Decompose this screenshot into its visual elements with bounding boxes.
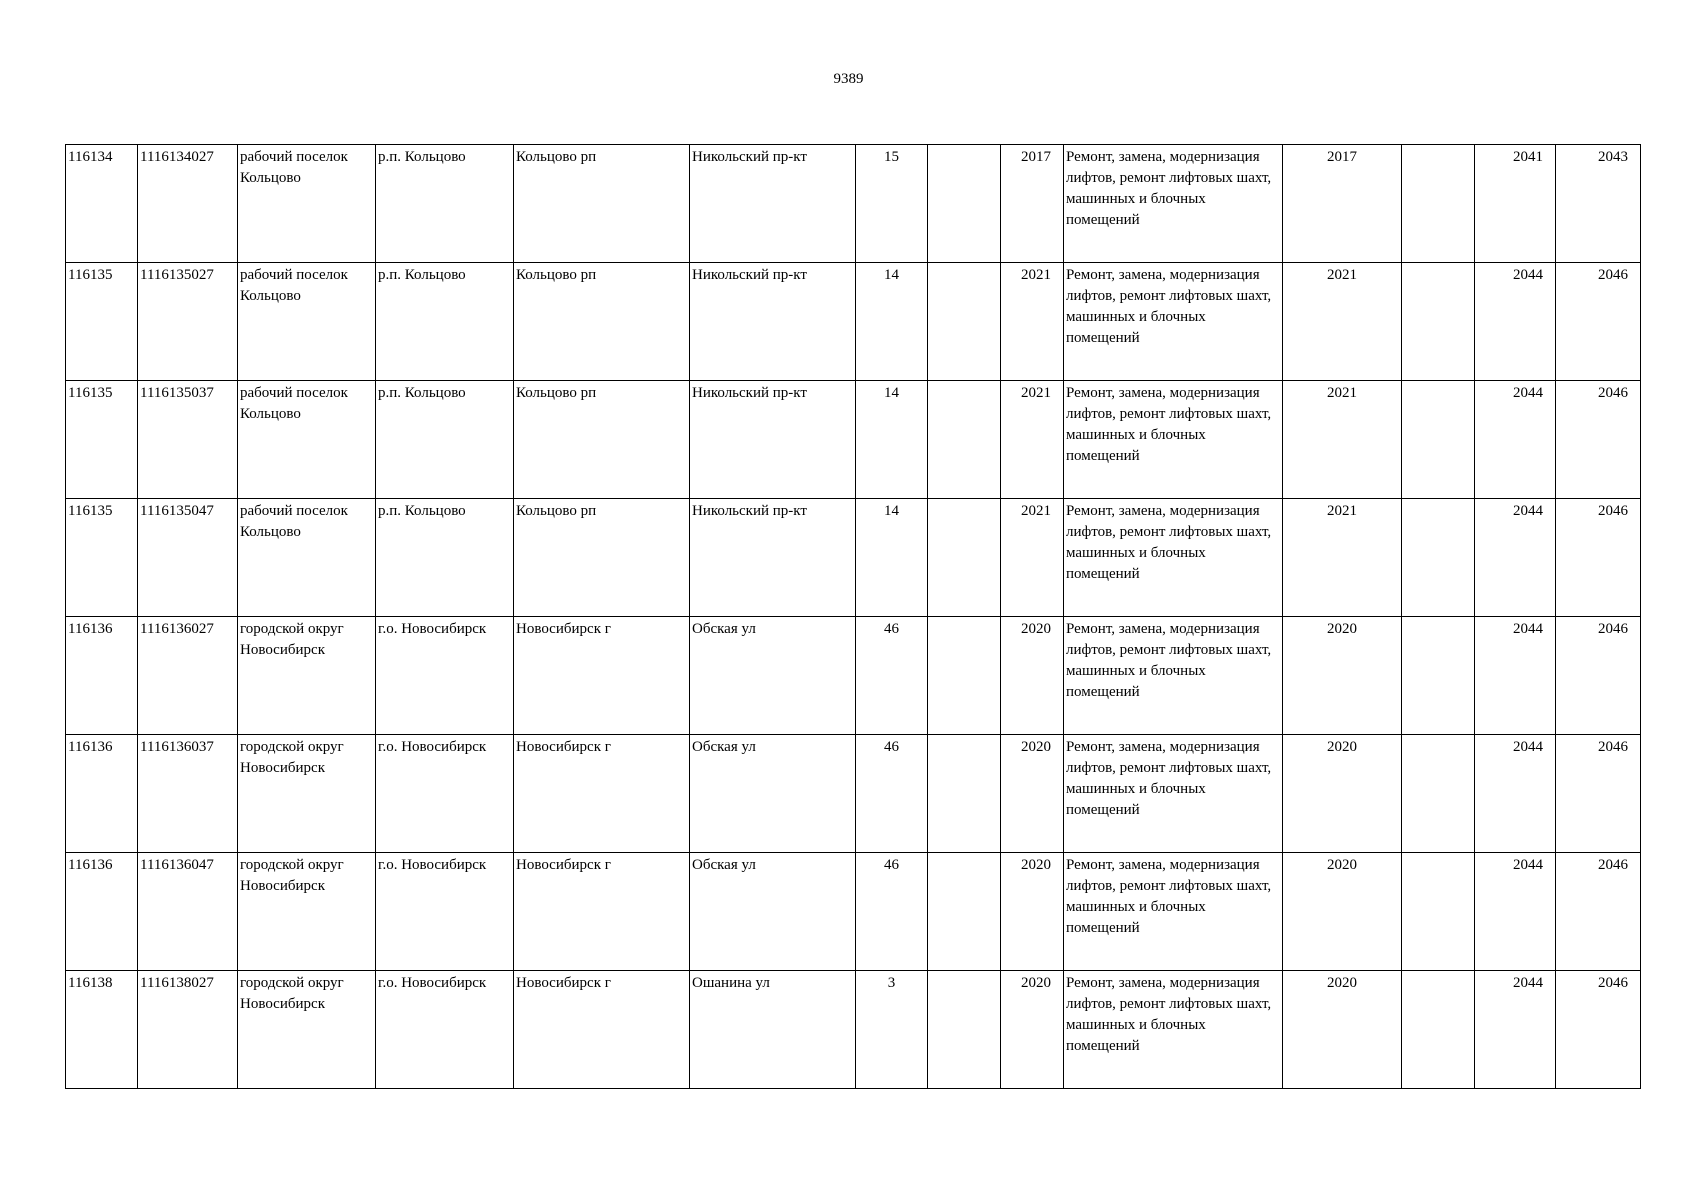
cell-house-number: 14 bbox=[856, 499, 928, 617]
cell-street: Никольский пр-кт bbox=[690, 263, 856, 381]
cell-municipality: городской округ Новосибирск bbox=[238, 735, 376, 853]
cell-year-from: 2044 bbox=[1475, 853, 1556, 971]
cell-year-b: 2020 bbox=[1283, 617, 1402, 735]
cell-work-type: Ремонт, замена, модернизация лифтов, ремонт лифтовых шахт, машинных и блочных помещений bbox=[1064, 263, 1283, 381]
cell-year-b: 2020 bbox=[1283, 971, 1402, 1089]
cell-element-id: 1116136047 bbox=[138, 853, 238, 971]
cell-building bbox=[928, 263, 1001, 381]
table-row bbox=[66, 381, 1641, 499]
cell-municipality-short: р.п. Кольцово bbox=[376, 263, 514, 381]
cell-element-id: 1116138027 bbox=[138, 971, 238, 1089]
cell-work-type: Ремонт, замена, модернизация лифтов, ремонт лифтовых шахт, машинных и блочных помещений bbox=[1064, 499, 1283, 617]
cell-municipality: рабочий поселок Кольцово bbox=[238, 381, 376, 499]
table-row bbox=[66, 735, 1641, 853]
cell-year-from: 2044 bbox=[1475, 735, 1556, 853]
cell-work-type: Ремонт, замена, модернизация лифтов, ремонт лифтовых шахт, машинных и блочных помещений bbox=[1064, 735, 1283, 853]
cell-settlement: Новосибирск г bbox=[514, 971, 690, 1089]
cell-work-type: Ремонт, замена, модернизация лифтов, ремонт лифтовых шахт, машинных и блочных помещений bbox=[1064, 381, 1283, 499]
cell-municipality: рабочий поселок Кольцово bbox=[238, 499, 376, 617]
cell-municipality-short: г.о. Новосибирск bbox=[376, 735, 514, 853]
cell-record-id: 116136 bbox=[66, 735, 138, 853]
cell-year-from: 2044 bbox=[1475, 263, 1556, 381]
cell-year-to: 2046 bbox=[1556, 381, 1641, 499]
cell-building bbox=[928, 735, 1001, 853]
cell-municipality: рабочий поселок Кольцово bbox=[238, 263, 376, 381]
cell-empty bbox=[1402, 263, 1475, 381]
table-row bbox=[66, 263, 1641, 381]
cell-house-number: 15 bbox=[856, 145, 928, 263]
page-number: 9389 bbox=[833, 71, 864, 87]
cell-municipality: рабочий поселок Кольцово bbox=[238, 145, 376, 263]
cell-municipality-short: г.о. Новосибирск bbox=[376, 971, 514, 1089]
cell-year-a: 2020 bbox=[1001, 853, 1064, 971]
cell-street: Никольский пр-кт bbox=[690, 145, 856, 263]
cell-element-id: 1116134027 bbox=[138, 145, 238, 263]
cell-building bbox=[928, 499, 1001, 617]
table-row bbox=[66, 145, 1641, 263]
cell-year-a: 2021 bbox=[1001, 381, 1064, 499]
cell-house-number: 46 bbox=[856, 735, 928, 853]
cell-element-id: 1116135047 bbox=[138, 499, 238, 617]
cell-house-number: 14 bbox=[856, 263, 928, 381]
cell-year-to: 2046 bbox=[1556, 617, 1641, 735]
cell-year-a: 2021 bbox=[1001, 263, 1064, 381]
table-row bbox=[66, 853, 1641, 971]
cell-house-number: 14 bbox=[856, 381, 928, 499]
cell-settlement: Новосибирск г bbox=[514, 735, 690, 853]
cell-empty bbox=[1402, 971, 1475, 1089]
cell-municipality-short: г.о. Новосибирск bbox=[376, 853, 514, 971]
cell-empty bbox=[1402, 499, 1475, 617]
cell-year-to: 2043 bbox=[1556, 145, 1641, 263]
cell-empty bbox=[1402, 381, 1475, 499]
cell-year-from: 2044 bbox=[1475, 499, 1556, 617]
cell-street: Никольский пр-кт bbox=[690, 381, 856, 499]
cell-empty bbox=[1402, 735, 1475, 853]
cell-street: Обская ул bbox=[690, 617, 856, 735]
cell-year-to: 2046 bbox=[1556, 499, 1641, 617]
cell-house-number: 46 bbox=[856, 617, 928, 735]
cell-settlement: Кольцово рп bbox=[514, 145, 690, 263]
cell-work-type: Ремонт, замена, модернизация лифтов, ремонт лифтовых шахт, машинных и блочных помещений bbox=[1064, 971, 1283, 1089]
table-row bbox=[66, 971, 1641, 1089]
cell-building bbox=[928, 971, 1001, 1089]
cell-street: Обская ул bbox=[690, 853, 856, 971]
cell-year-a: 2020 bbox=[1001, 617, 1064, 735]
cell-municipality-short: р.п. Кольцово bbox=[376, 499, 514, 617]
cell-municipality: городской округ Новосибирск bbox=[238, 971, 376, 1089]
cell-element-id: 1116135037 bbox=[138, 381, 238, 499]
cell-record-id: 116134 bbox=[66, 145, 138, 263]
cell-year-b: 2021 bbox=[1283, 499, 1402, 617]
cell-year-from: 2044 bbox=[1475, 381, 1556, 499]
cell-year-a: 2020 bbox=[1001, 971, 1064, 1089]
cell-house-number: 46 bbox=[856, 853, 928, 971]
cell-street: Обская ул bbox=[690, 735, 856, 853]
cell-settlement: Кольцово рп bbox=[514, 499, 690, 617]
cell-settlement: Новосибирск г bbox=[514, 853, 690, 971]
data-table bbox=[65, 144, 1641, 1089]
cell-house-number: 3 bbox=[856, 971, 928, 1089]
cell-municipality-short: г.о. Новосибирск bbox=[376, 617, 514, 735]
cell-settlement: Кольцово рп bbox=[514, 263, 690, 381]
cell-year-b: 2021 bbox=[1283, 263, 1402, 381]
cell-record-id: 116138 bbox=[66, 971, 138, 1089]
cell-record-id: 116135 bbox=[66, 381, 138, 499]
cell-building bbox=[928, 617, 1001, 735]
cell-municipality: городской округ Новосибирск bbox=[238, 853, 376, 971]
cell-record-id: 116135 bbox=[66, 499, 138, 617]
cell-building bbox=[928, 853, 1001, 971]
cell-year-to: 2046 bbox=[1556, 735, 1641, 853]
cell-building bbox=[928, 145, 1001, 263]
cell-year-a: 2021 bbox=[1001, 499, 1064, 617]
cell-work-type: Ремонт, замена, модернизация лифтов, ремонт лифтовых шахт, машинных и блочных помещений bbox=[1064, 617, 1283, 735]
cell-empty bbox=[1402, 853, 1475, 971]
cell-municipality-short: р.п. Кольцово bbox=[376, 381, 514, 499]
cell-year-from: 2044 bbox=[1475, 617, 1556, 735]
cell-settlement: Новосибирск г bbox=[514, 617, 690, 735]
cell-element-id: 1116135027 bbox=[138, 263, 238, 381]
cell-empty bbox=[1402, 145, 1475, 263]
cell-year-to: 2046 bbox=[1556, 263, 1641, 381]
cell-street: Ошанина ул bbox=[690, 971, 856, 1089]
cell-year-to: 2046 bbox=[1556, 971, 1641, 1089]
cell-year-b: 2020 bbox=[1283, 853, 1402, 971]
cell-year-a: 2017 bbox=[1001, 145, 1064, 263]
cell-year-from: 2044 bbox=[1475, 971, 1556, 1089]
cell-year-from: 2041 bbox=[1475, 145, 1556, 263]
cell-work-type: Ремонт, замена, модернизация лифтов, ремонт лифтовых шахт, машинных и блочных помещений bbox=[1064, 853, 1283, 971]
cell-record-id: 116136 bbox=[66, 617, 138, 735]
cell-year-b: 2017 bbox=[1283, 145, 1402, 263]
cell-settlement: Кольцово рп bbox=[514, 381, 690, 499]
table-row bbox=[66, 499, 1641, 617]
cell-municipality-short: р.п. Кольцово bbox=[376, 145, 514, 263]
cell-record-id: 116135 bbox=[66, 263, 138, 381]
cell-record-id: 116136 bbox=[66, 853, 138, 971]
cell-year-to: 2046 bbox=[1556, 853, 1641, 971]
cell-street: Никольский пр-кт bbox=[690, 499, 856, 617]
cell-element-id: 1116136027 bbox=[138, 617, 238, 735]
cell-building bbox=[928, 381, 1001, 499]
cell-year-a: 2020 bbox=[1001, 735, 1064, 853]
cell-work-type: Ремонт, замена, модернизация лифтов, ремонт лифтовых шахт, машинных и блочных помещений bbox=[1064, 145, 1283, 263]
cell-empty bbox=[1402, 617, 1475, 735]
table-row bbox=[66, 617, 1641, 735]
table-body bbox=[66, 145, 1641, 1089]
cell-year-b: 2021 bbox=[1283, 381, 1402, 499]
cell-element-id: 1116136037 bbox=[138, 735, 238, 853]
cell-year-b: 2020 bbox=[1283, 735, 1402, 853]
cell-municipality: городской округ Новосибирск bbox=[238, 617, 376, 735]
